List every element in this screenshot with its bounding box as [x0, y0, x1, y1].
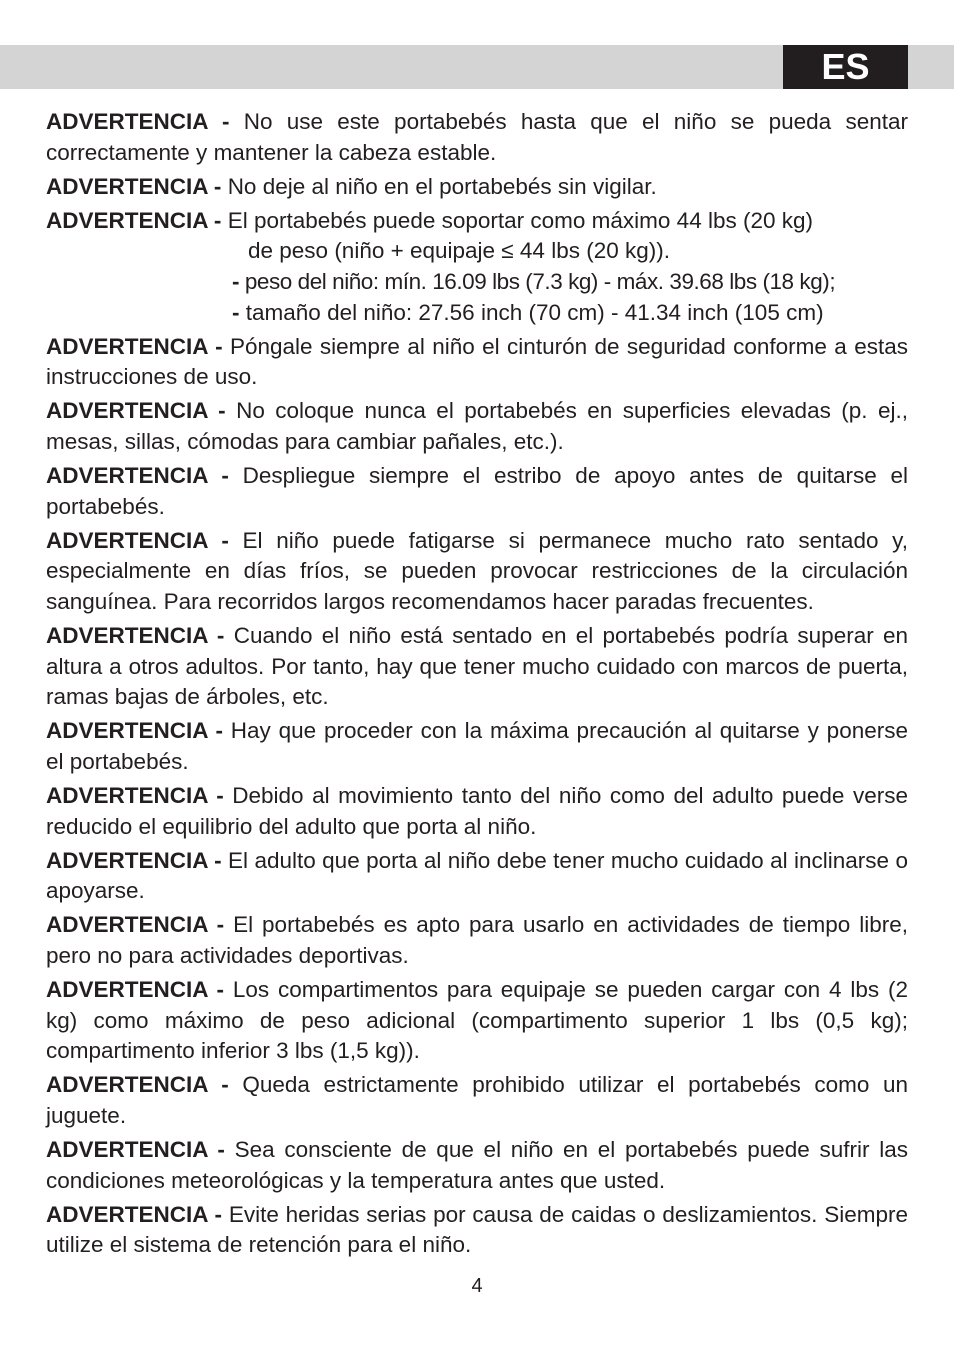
warning-text: El niño puede fatigarse si permanece mucho rato sentado y, especialmente en días fríos, se pueden provocar restricciones de la circulación sanguínea. Para recorridos largos recomendamos hacer paradas frecuentes. — [46, 527, 908, 614]
sub-item-dash: - — [232, 299, 240, 325]
warning-label: ADVERTENCIA - — [46, 463, 229, 489]
warning-label: ADVERTENCIA - — [46, 173, 222, 199]
sub-item-child-weight — [46, 267, 908, 298]
warning-text: El portabebés es apto para usarlo en actividades de tiempo libre, pero no para actividades deportivas. — [46, 912, 908, 968]
page-number: 4 — [471, 1275, 483, 1297]
warning-11 — [46, 846, 908, 907]
warning-continuation: de peso (niño + equipaje ≤ 44 lbs (20 kg)). — [248, 238, 670, 264]
warning-16 — [46, 1200, 908, 1261]
warning-label: ADVERTENCIA - — [46, 398, 226, 424]
sub-item-child-size — [46, 298, 908, 329]
warning-label: ADVERTENCIA - — [46, 623, 225, 648]
warning-8 — [46, 621, 908, 713]
warning-text: Debido al movimiento tanto del niño como del adulto puede verse reducido el equilibrio del adulto que porta al niño. — [46, 782, 908, 839]
warning-10 — [46, 781, 908, 842]
sub-item-text: peso del niño: mín. 16.09 lbs (7.3 kg) - máx. 39.68 lbs (18 kg); — [244, 268, 836, 294]
warning-label: ADVERTENCIA - — [46, 333, 223, 359]
language-badge: ES — [783, 45, 908, 89]
warning-2 — [46, 172, 908, 203]
warning-label: ADVERTENCIA - — [46, 847, 222, 873]
warning-12 — [46, 910, 908, 971]
warning-label: ADVERTENCIA - — [46, 1201, 222, 1227]
warning-4 — [46, 332, 908, 393]
warning-label: ADVERTENCIA - — [46, 782, 224, 808]
warnings-list — [46, 107, 908, 1264]
warning-13 — [46, 975, 908, 1067]
warning-label: ADVERTENCIA - — [46, 1072, 229, 1098]
warning-text: Despliegue siempre el estribo de apoyo antes de quitarse el portabebés. — [46, 463, 908, 519]
warning-label: ADVERTENCIA - — [46, 1137, 225, 1162]
warning-text: Hay que proceder con la máxima precaución al quitarse y ponerse el portabebés. — [46, 718, 908, 774]
warning-1 — [46, 107, 908, 168]
warning-text: No coloque nunca el portabebés en superficies elevadas (p. ej., mesas, sillas, cómodas para cambiar pañales, etc.). — [46, 398, 908, 454]
warning-7 — [46, 526, 908, 618]
warning-label: ADVERTENCIA - — [46, 912, 225, 938]
warning-text: Los compartimentos para equipaje se pueden cargar con 4 lbs (2 kg) como máximo de peso adicional (compartimento superior 1 lbs (0,5 kg); compartimento inferior 3 lbs (1,5 kg)). — [46, 977, 909, 1064]
warning-text: Póngale siempre al niño el cinturón de seguridad conforme a estas instrucciones de uso. — [46, 333, 908, 390]
warning-text: Sea consciente de que el niño en el portabebés puede sufrir las condiciones meteorológicas y la temperatura antes que usted. — [46, 1137, 908, 1193]
sub-item-text: tamaño del niño: 27.56 inch (70 cm) - 41.34 inch (105 cm) — [245, 299, 824, 325]
warning-text: No deje al niño en el portabebés sin vigilar. — [227, 173, 657, 199]
warning-14 — [46, 1070, 908, 1131]
warning-label: ADVERTENCIA - — [46, 718, 223, 744]
warning-label: ADVERTENCIA - — [46, 109, 230, 134]
warning-text: El adulto que porta al niño debe tener mucho cuidado al inclinarse o apoyarse. — [46, 847, 908, 904]
warning-text: Evite heridas serias por causa de caidas o deslizamientos. Siempre utilize el sistema de retención para el niño. — [46, 1201, 908, 1258]
warning-15 — [46, 1135, 908, 1196]
warning-3 — [46, 206, 908, 328]
warning-text: Cuando el niño está sentado en el portabebés podría superar en altura a otros adultos. Por tanto, hay que tener mucho cuidado con marcos de puerta, ramas bajas de árboles, etc. — [46, 623, 908, 710]
warning-text: Queda estrictamente prohibido utilizar el portabebés como un juguete. — [46, 1072, 908, 1128]
warning-label: ADVERTENCIA - — [46, 207, 222, 233]
warning-text: El portabebés puede soportar como máximo 44 lbs (20 kg) — [227, 207, 813, 233]
warning-label: ADVERTENCIA - — [46, 527, 229, 553]
warning-5 — [46, 396, 908, 457]
warning-text: No use este portabebés hasta que el niño se pueda sentar correctamente y mantener la cabeza estable. — [46, 109, 908, 165]
warning-9 — [46, 716, 908, 777]
sub-item-dash: - — [232, 268, 240, 294]
warning-6 — [46, 461, 908, 522]
warning-label: ADVERTENCIA - — [46, 977, 225, 1003]
